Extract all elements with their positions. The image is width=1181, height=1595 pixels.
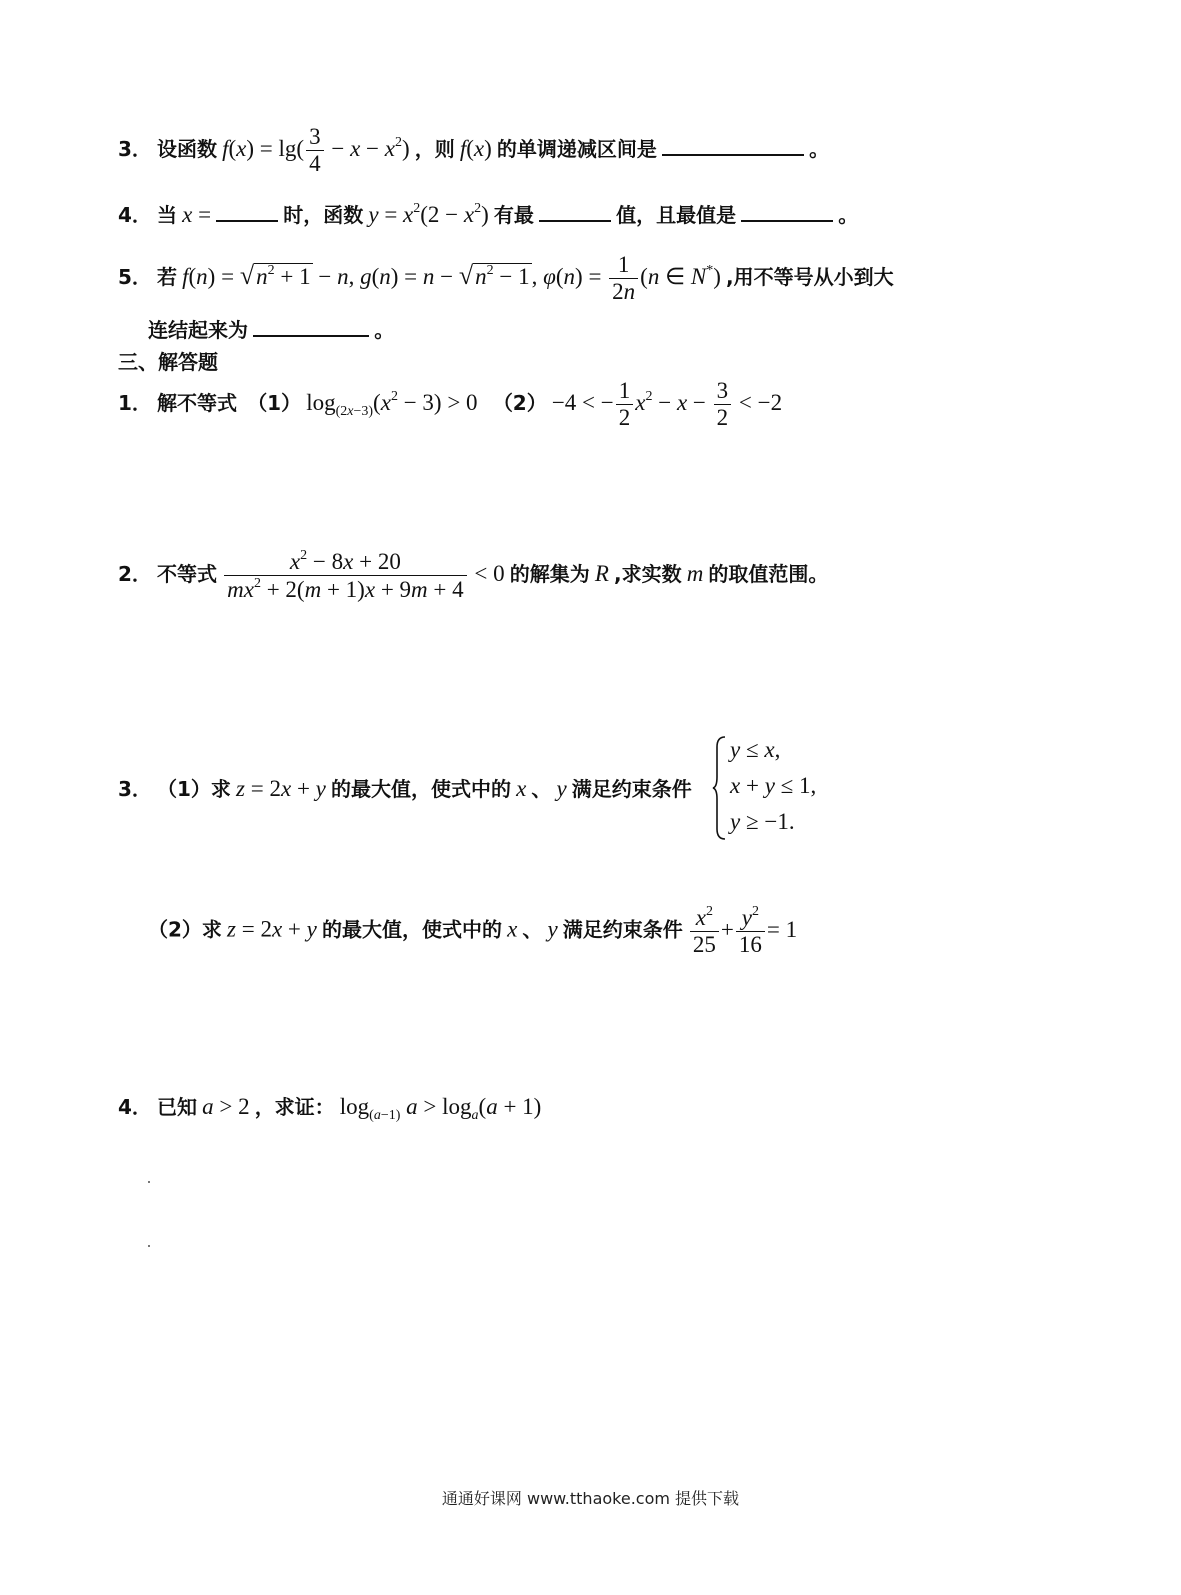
question-text: 的最大值，使式中的 <box>321 917 502 942</box>
question-number: 3． <box>118 777 152 801</box>
formula-y: y <box>547 916 558 942</box>
fill-question-4 <box>118 199 858 228</box>
formula-fx: f(x) = lg( $\frac{3}{4}$ − $x - x^2$) <box>222 124 410 177</box>
question-text: 、 <box>531 777 552 801</box>
question-end: 。 <box>374 318 395 342</box>
solve-question-3-part1 <box>118 773 692 802</box>
section-heading: 三、解答题 <box>118 350 218 374</box>
formula-m: m <box>686 561 704 587</box>
fill-question-5-line2 <box>148 314 394 343</box>
formula-fn-gn-phin: $f(n) = √n^2 + 1 - n$, $g(n) = n - √n^2 - 1$, φ(n) = $\frac{1}{2n}$ (n ∈ N*) <box>182 252 721 305</box>
stray-mark <box>148 1245 150 1247</box>
question-number: 2． <box>118 562 152 587</box>
fill-question-3 <box>118 124 829 178</box>
question-number: 5． <box>118 265 152 290</box>
solve-question-1 <box>118 378 782 432</box>
question-text: 时，函数 <box>283 203 364 227</box>
question-text: 、 <box>522 917 543 942</box>
fill-question-5 <box>118 252 894 306</box>
formula-rational-inequality: $\frac{x^2 - 8x + 20}{mx^2 + 2(m + 1)x + 9m + 4}$ < 0 <box>222 561 505 586</box>
question-text: 的解集为 <box>509 562 590 587</box>
formula-x-eq: x = <box>182 202 212 227</box>
constraint-1: y ≤ x, <box>730 737 781 762</box>
question-text: ,求实数 <box>613 562 682 587</box>
formula-y: $y = x^2(2 - x^2)$ <box>368 201 489 227</box>
question-end: 。 <box>809 137 830 162</box>
question-text: ，求证： <box>254 1095 335 1119</box>
question-text: 的最大值，使式中的 <box>330 777 511 801</box>
answer-blank <box>741 219 833 222</box>
question-text: 解不等式 <box>157 391 238 416</box>
constraint-2: x + y ≤ 1, <box>730 773 817 798</box>
question-number: 3． <box>118 137 152 162</box>
question-text: 值，且最值是 <box>616 203 737 227</box>
stray-mark <box>148 1181 150 1183</box>
question-text: 设函数 <box>157 137 218 162</box>
question-text: 已知 <box>157 1095 198 1119</box>
question-number: 4． <box>118 1095 152 1119</box>
formula-z: z = 2x + y <box>227 916 317 942</box>
page-footer: 通通好课网 www.tthaoke.com 提供下载 <box>441 1489 740 1508</box>
formula-y: y <box>556 776 567 801</box>
part-label: （1）求 <box>157 777 231 801</box>
question-end: 。 <box>838 203 859 227</box>
constraint-3: y ≥ −1. <box>730 809 795 834</box>
part-label: （2） <box>492 391 547 416</box>
question-text: 有最 <box>493 203 534 227</box>
question-text: 满足约束条件 <box>562 917 683 942</box>
solve-question-3-part2 <box>148 904 797 959</box>
solve-question-2 <box>118 548 828 604</box>
question-text: 满足约束条件 <box>571 777 692 801</box>
question-number: 4． <box>118 203 152 227</box>
answer-blank <box>539 219 611 222</box>
question-text: 的单调递减区间是 <box>496 137 657 162</box>
formula-log-inequality: $\log_{(2x-3)}(x^2 - 3) > 0$ <box>306 389 478 420</box>
formula-quadratic-inequality: −4 < − $\frac{1}{2}$ $x^2 - x$ − $\frac{3}{2}$ < −2 <box>551 378 783 431</box>
question-text: 连结起来为 <box>148 318 248 342</box>
question-text: ，则 <box>414 137 455 162</box>
answer-blank <box>253 334 369 337</box>
brace-icon <box>712 735 728 841</box>
question-text: ,用不等号从小到大 <box>726 265 894 290</box>
formula-x: x <box>516 776 527 801</box>
formula-z: z = 2x + y <box>236 776 326 801</box>
answer-blank <box>662 153 804 156</box>
formula-x: x <box>507 916 518 942</box>
solve-question-4 <box>118 1091 541 1124</box>
part-label: （2）求 <box>148 917 222 942</box>
question-text: 的取值范围。 <box>708 562 829 587</box>
formula-ellipse: $\frac{x^2}{25}$ + $\frac{y^2}{16}$ = 1 <box>688 917 797 942</box>
answer-blank <box>216 219 278 222</box>
part-label: （1） <box>247 391 302 416</box>
question-text: 当 <box>157 203 178 227</box>
question-number: 1． <box>118 391 152 416</box>
formula-a-gt-2: a > 2 <box>202 1094 250 1119</box>
question-text: 若 <box>157 265 178 290</box>
formula-fx-ref: f(x) <box>459 136 492 162</box>
formula-R: R <box>594 561 609 587</box>
question-text: 不等式 <box>157 562 218 587</box>
formula-log-proof: $\log_{(a-1)} a > \log_a(a + 1)$ <box>339 1094 542 1123</box>
